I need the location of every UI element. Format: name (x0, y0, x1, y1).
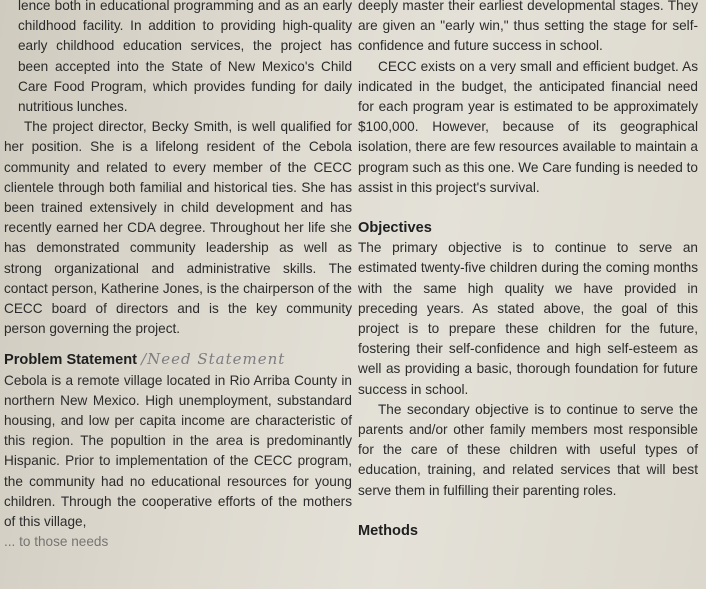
objectives-paragraph: The primary objective is to continue to serve an estimated twenty-five children during the coming months with the same high quality we have provided in preceding years. As stated above, the goal of this project is to prepare these children for the future, fostering their self-confidence and high self-esteem as well as providing a basic, thorough foundation for future success in school. (358, 240, 698, 397)
problem-statement-heading (4, 349, 352, 370)
intro-paragraph: lence both in educational programming and as an early childhood facility. In addition to providing high-quality early childhood education services, the project has been accepted into the State of New Mexico's Child Care Food Program, which provides funding for daily nutritious lunches. (18, 0, 352, 115)
left-column (4, 0, 352, 552)
problem-heading-text: Problem Statement (4, 352, 137, 369)
handwritten-note: /Need Statement (141, 350, 286, 369)
secondary-objective-paragraph: The secondary objective is to continue to serve the parents and/or other family members most responsible for the care of these children with useful types of education, training, and related services that will best serve them in fulfilling their parenting roles. (358, 401, 698, 498)
objectives-heading: Objectives (358, 220, 432, 237)
top-paragraph: deeply master their earliest developmental stages. They are given an "early win," thus setting the stage for self-confidence and future success in school. (358, 0, 698, 54)
problem-paragraph: Cebola is a remote village located in Rio Arriba County in northern New Mexico. High unemployment, substandard housing, and low per capita income are characteristic of this region. The popultion in the area is predominantly Hispanic. Prior to implementation of the CECC program, the community had no educational resources for young children. Through the cooperative efforts of the mothers of this village, (4, 372, 352, 530)
cutoff-line: ... to those needs (4, 534, 109, 550)
director-paragraph: The project director, Becky Smith, is well qualified for her position. She is a lifelong resident of the Cebola community and related to every member of the CECC clientele through both familial and historical ties. She has been trained extensively in child development and has recently earned her CDA degree. Throughout her life she has demonstrated community leadership as well as strong organizational and administrative skills. The contact person, Katherine Jones, is the chairperson of the CECC board of directors and is the key community person governing the project. (4, 119, 352, 337)
methods-heading: Methods (358, 522, 418, 539)
budget-paragraph: CECC exists on a very small and efficient budget. As indicated in the budget, the anticipated financial need for each program year is estimated to be approximately $100,000. However, because of its geographical isolation, there are few resources available to maintain a program such as this one. We Care funding is needed to assist in this project's survival. (358, 58, 698, 195)
right-column (358, 0, 698, 541)
